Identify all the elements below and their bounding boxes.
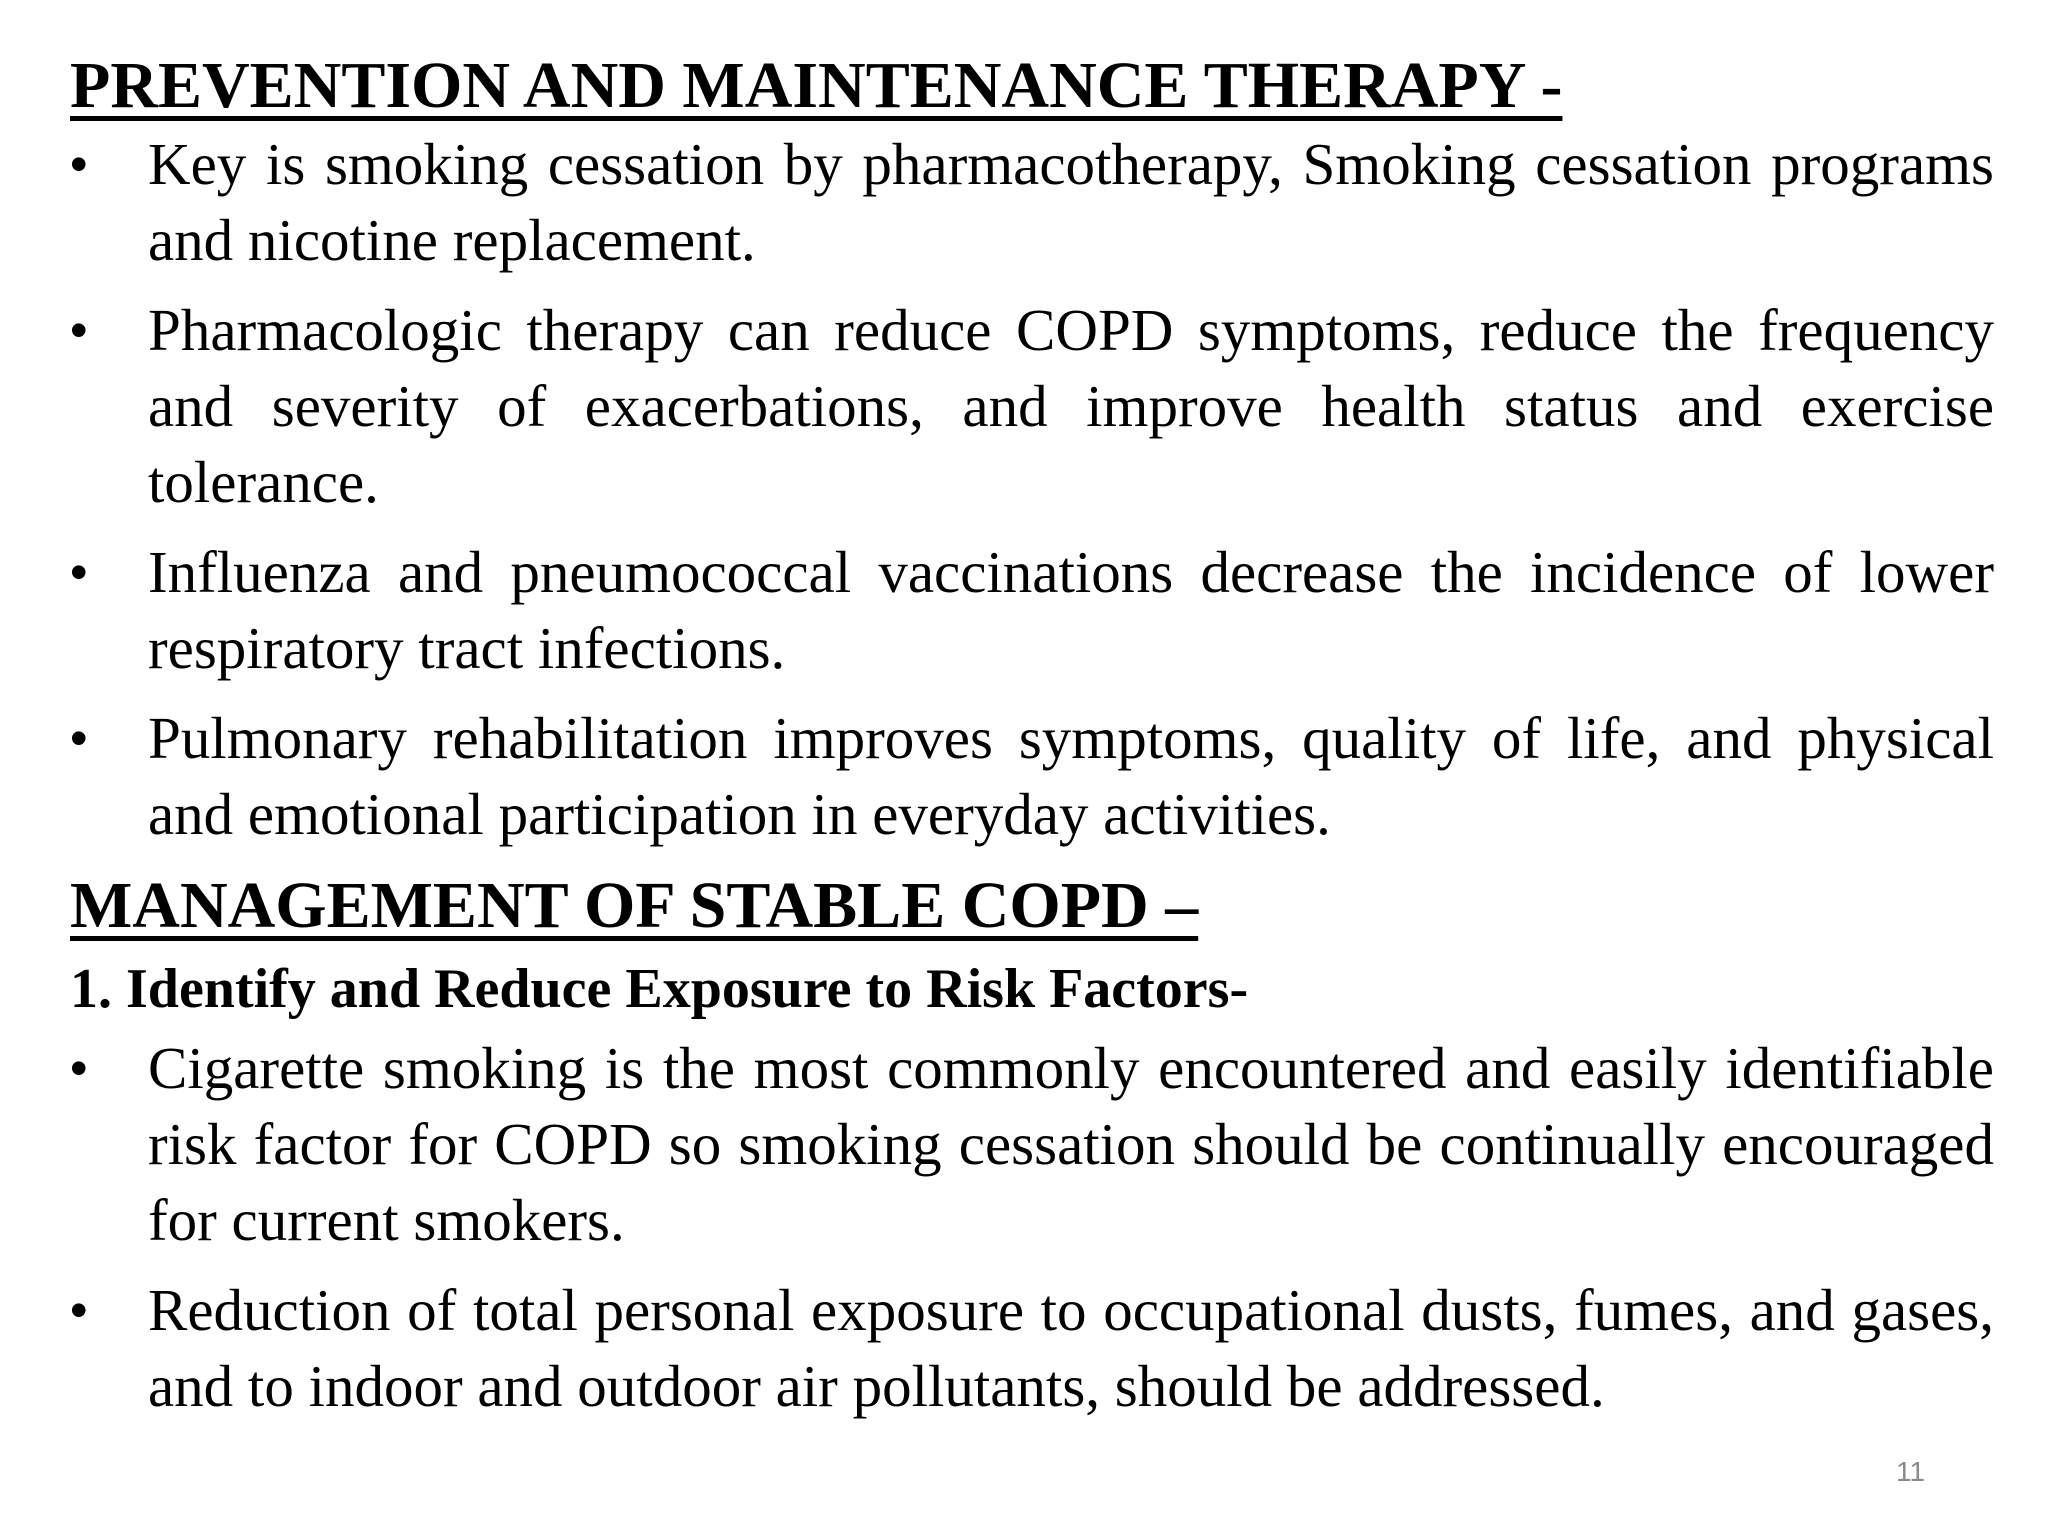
bullet-text: Pulmonary rehabilitation improves symptoms, quality of life, and physical and emotional participation in everyday activities.: [148, 705, 1994, 847]
bullet-item: [70, 1030, 1994, 1258]
bullet-text: Pharmacologic therapy can reduce COPD symptoms, reduce the frequency and severity of exacerbations, and improve health status and exercise tolerance.: [148, 297, 1994, 515]
slide-content: [70, 46, 1994, 1438]
bullet-marker: •: [70, 302, 88, 358]
page-number: 11: [1896, 1456, 1926, 1487]
bullet-text: Cigarette smoking is the most commonly encountered and easily identifiable risk factor for COPD so smoking cessation should be continually encouraged for current smokers.: [148, 1035, 1994, 1253]
section-heading-management: MANAGEMENT OF STABLE COPD –: [70, 869, 1199, 942]
bullet-marker: •: [70, 136, 88, 192]
prevention-bullet-list: [70, 126, 1994, 852]
bullet-text: Influenza and pneumococcal vaccinations decrease the incidence of lower respiratory tract infections.: [148, 539, 1994, 681]
bullet-item: [70, 700, 1994, 852]
bullet-marker: •: [70, 710, 88, 766]
subheading-risk-factors: 1. Identify and Reduce Exposure to Risk Factors-: [70, 958, 1249, 1020]
bullet-text: Key is smoking cessation by pharmacotherapy, Smoking cessation programs and nicotine replacement.: [148, 131, 1994, 273]
risk-factor-bullet-list: [70, 1030, 1994, 1424]
bullet-item: [70, 1272, 1994, 1424]
section-heading-prevention: PREVENTION AND MAINTENANCE THERAPY -: [70, 49, 1563, 122]
bullet-marker: •: [70, 1040, 88, 1096]
bullet-item: [70, 126, 1994, 278]
bullet-text: Reduction of total personal exposure to occupational dusts, fumes, and gases, and to indoor and outdoor air pollutants, should be addressed.: [148, 1277, 1994, 1419]
bullet-marker: •: [70, 1282, 88, 1338]
bullet-item: [70, 534, 1994, 686]
bullet-item: [70, 292, 1994, 520]
bullet-marker: •: [70, 544, 88, 600]
